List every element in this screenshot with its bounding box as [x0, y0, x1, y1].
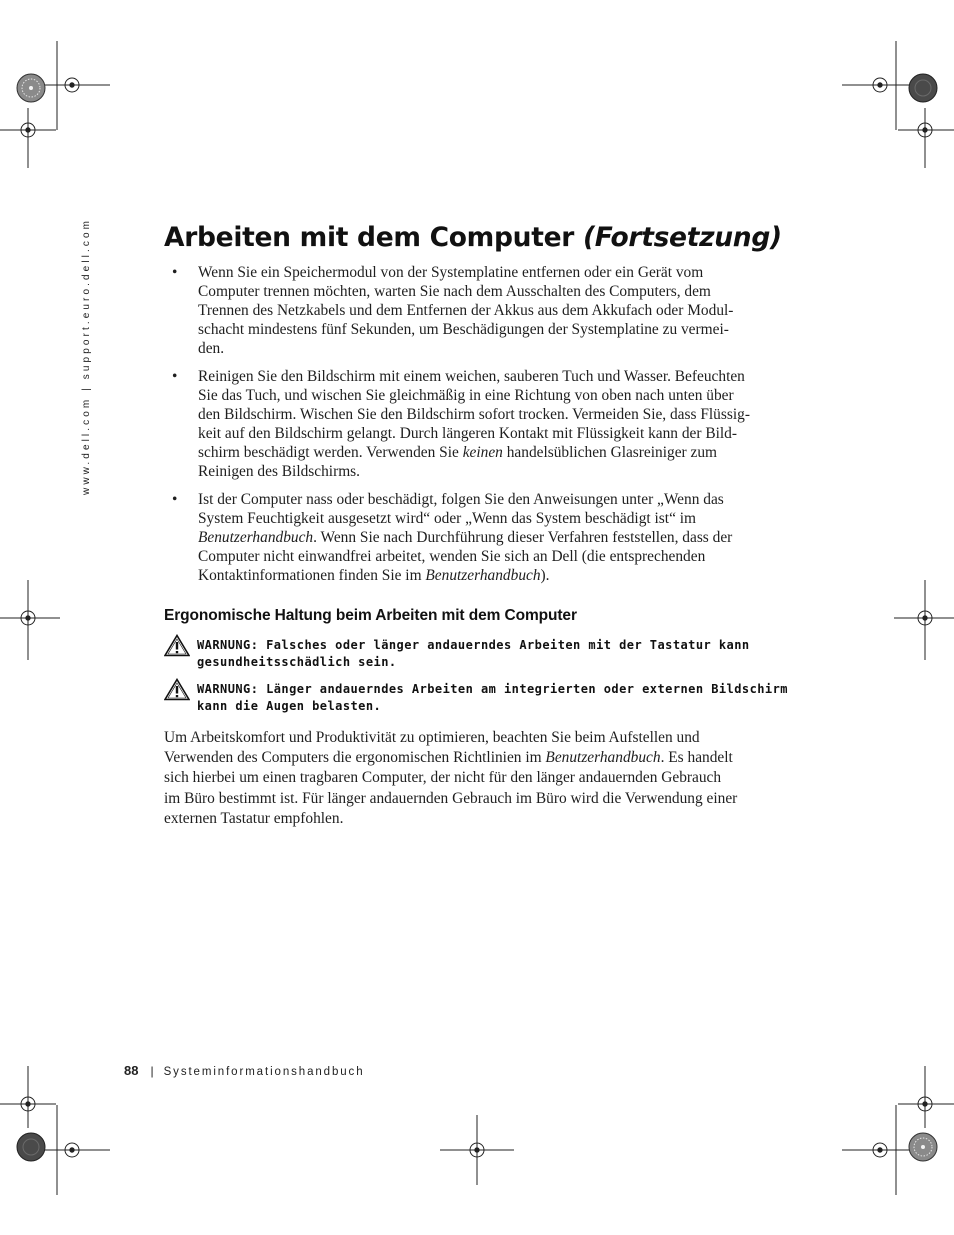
- page-number: 88: [124, 1063, 139, 1078]
- footer-separator: |: [150, 1064, 154, 1078]
- text-line: externen Tastatur empfohlen.: [164, 809, 344, 827]
- text-line: keit auf den Bildschirm gelangt. Durch längeren Kontakt mit Flüssigkeit kann der Bild-: [198, 425, 737, 442]
- bullet-list: [164, 263, 776, 585]
- title-continuation: (Fortsetzung): [582, 222, 782, 253]
- text-run: ).: [540, 567, 550, 584]
- section-heading: Ergonomische Haltung beim Arbeiten mit dem Computer: [164, 607, 577, 624]
- text-line: Computer trennen möchten, warten Sie nach dem Ausschalten des Computers, dem: [198, 283, 711, 300]
- text-run: . Wenn Sie nach Durchführung dieser Verfahren feststellen, dass der: [313, 529, 733, 546]
- bullet-icon: •: [172, 491, 178, 508]
- text-run: . Es handelt: [660, 749, 733, 767]
- list-item: [164, 263, 776, 358]
- text-line: [198, 443, 776, 462]
- warning-text: WARNUNG: Falsches oder länger andauerndes Arbeiten mit der Tastatur kann: [197, 638, 750, 652]
- bullet-icon: •: [172, 368, 178, 385]
- text-line: den Bildschirm. Wischen Sie den Bildschirm sofort trocken. Vermeiden Sie, dass Flüssig-: [198, 406, 750, 423]
- warning-text: kann die Augen belasten.: [197, 699, 382, 713]
- page-content: [164, 263, 788, 829]
- warning-notice: [164, 681, 788, 715]
- page-footer: [124, 1063, 365, 1078]
- title-main: Arbeiten mit dem Computer: [164, 222, 575, 253]
- text-run: Kontaktinformationen finden Sie im: [198, 567, 426, 584]
- warning-text: WARNUNG: Länger andauerndes Arbeiten am integrierten oder externen Bildschirm: [197, 682, 788, 696]
- text-line: Wenn Sie ein Speichermodul von der Systemplatine entfernen oder ein Gerät vom: [198, 264, 704, 281]
- text-line: Reinigen Sie den Bildschirm mit einem weichen, sauberen Tuch und Wasser. Befeuchten: [198, 368, 745, 385]
- warning-notice: [164, 637, 776, 671]
- warning-triangle-icon: [164, 634, 190, 657]
- text-line: Ist der Computer nass oder beschädigt, folgen Sie den Anweisungen unter „Wenn das: [198, 491, 724, 508]
- color-target-icon: [17, 1133, 45, 1161]
- text-line: [198, 528, 776, 547]
- text-line: [198, 566, 776, 585]
- warning-triangle-icon: [164, 678, 190, 701]
- bullet-icon: •: [172, 264, 178, 281]
- emphasis: Benutzerhandbuch: [198, 529, 314, 546]
- text-line: Computer nicht einwandfrei arbeitet, wenden Sie sich an Dell (die entsprechenden: [198, 548, 706, 565]
- text-run: schirm beschädigt werden. Verwenden Sie: [198, 444, 463, 461]
- emphasis: Benutzerhandbuch: [545, 749, 661, 767]
- text-line: sich hierbei um einen tragbaren Computer, der nicht für den länger andauernden Gebrauch: [164, 769, 722, 787]
- star-target-icon: [17, 74, 45, 102]
- text-line: [164, 748, 776, 768]
- book-title: Systeminformationshandbuch: [163, 1066, 365, 1078]
- page-title: [164, 222, 782, 253]
- text-run: handelsüblichen Glasreiniger zum: [502, 444, 717, 461]
- text-line: schacht mindestens fünf Sekunden, um Beschädigungen der Systemplatine zu vermei-: [198, 321, 729, 338]
- text-line: Reinigen des Bildschirms.: [198, 463, 361, 480]
- text-run: Verwenden des Computers die ergonomischen Richtlinien im: [164, 749, 546, 767]
- body-paragraph: [164, 728, 776, 829]
- color-target-icon: [909, 74, 937, 102]
- text-line: Um Arbeitskomfort und Produktivität zu optimieren, beachten Sie beim Aufstellen und: [164, 729, 700, 746]
- text-line: den.: [198, 340, 225, 357]
- text-line: Sie das Tuch, und wischen Sie gleichmäßig in eine Richtung von oben nach unten über: [198, 387, 734, 404]
- text-line: Trennen des Netzkabels und dem Entfernen der Akkus aus dem Akkufach oder Modul-: [198, 302, 734, 319]
- sidebar-url: www.dell.com | support.euro.dell.com: [81, 217, 92, 495]
- list-item: [164, 367, 776, 481]
- text-line: im Büro bestimmt ist. Für länger andauernden Gebrauch im Büro wird die Verwendung einer: [164, 789, 738, 807]
- text-line: System Feuchtigkeit ausgesetzt wird“ oder „Wenn das System beschädigt ist“ im: [198, 510, 696, 527]
- warning-text: gesundheitsschädlich sein.: [197, 655, 397, 669]
- emphasis: Benutzerhandbuch: [425, 567, 541, 584]
- emphasis: keinen: [462, 444, 503, 461]
- star-target-icon: [909, 1133, 937, 1161]
- list-item: [164, 490, 776, 585]
